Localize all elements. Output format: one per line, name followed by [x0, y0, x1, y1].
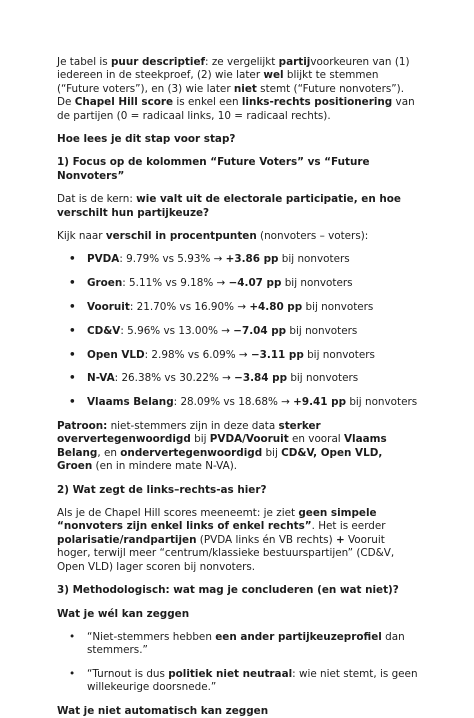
party-difference-list	[57, 253, 419, 409]
list-item: • PVDA: 9.79% vs 5.93% → +3.86 pp bij nonvoters	[57, 253, 419, 266]
list-item: • Groen: 5.11% vs 9.18% → −4.07 pp bij nonvoters	[57, 277, 419, 290]
core-question: Dat is de kern: wie valt uit de electorale participatie, en hoe verschilt hun partijkeuze?	[57, 193, 401, 219]
list-item: • Vooruit: 21.70% vs 16.90% → +4.80 pp bij nonvoters	[57, 301, 419, 314]
section-1-heading: 1) Focus op de kolommen “Future Voters” vs “Future Nonvoters”	[57, 156, 370, 182]
heading-step-by-step: Hoe lees je dit stap voor stap?	[57, 133, 236, 146]
section-3-heading: 3) Methodologisch: wat mag je concluderen (en wat niet)?	[57, 584, 399, 597]
intro-paragraph: Je tabel is puur descriptief: ze vergelijkt partijvoorkeuren van (1) iedereen in de steekproef, (2) wie later wel blijkt te stemmen (“Future voters”), en (3) wie later niet stemt (“Future nonvoters”). De Chapel Hill score is enkel een links-rechts positionering van de partijen (0 = radicaal links, 10 = radicaal rechts).	[57, 56, 415, 122]
list-item: • “Niet-stemmers hebben een ander partijkeuzeprofiel dan stemmers.”	[57, 631, 419, 658]
list-item: • N-VA: 26.38% vs 30.22% → −3.84 pp bij nonvoters	[57, 372, 419, 385]
pattern-paragraph: Patroon: niet-stemmers zijn in deze data sterker oververtegenwoordigd bij PVDA/Vooruit en vooral Vlaams Belang, en ondervertegenwoordigd bij CD&V, Open VLD, Groen (en in mindere mate N-VA).	[57, 420, 387, 473]
can-say-list	[57, 631, 419, 695]
can-say-heading: Wat je wél kan zeggen	[57, 607, 190, 620]
section-2-heading: 2) Wat zegt de links–rechts-as hier?	[57, 483, 267, 496]
list-item: • CD&V: 5.96% vs 13.00% → −7.04 pp bij nonvoters	[57, 325, 419, 338]
left-right-paragraph: Als je de Chapel Hill scores meeneemt: je ziet geen simpele “nonvoters zijn enkel links of enkel rechts”. Het is eerder polarisatie/randpartijen (PVDA links én VB rechts) + Vooruit hoger, terwijl meer “centrum/klassieke bestuurspartijen” (CD&V, Open VLD) lager scoren bij nonvoters.	[57, 507, 395, 573]
list-item: • “Turnout is dus politiek niet neutraal: wie niet stemt, is geen willekeurige doorsnede.”	[57, 668, 419, 695]
cannot-say-heading: Wat je niet automatisch kan zeggen	[57, 704, 269, 717]
list-item: • Vlaams Belang: 28.09% vs 18.68% → +9.41 pp bij nonvoters	[57, 396, 419, 409]
list-item: • Open VLD: 2.98% vs 6.09% → −3.11 pp bij nonvoters	[57, 349, 419, 362]
look-instruction: Kijk naar verschil in procentpunten (nonvoters – voters):	[57, 230, 369, 243]
